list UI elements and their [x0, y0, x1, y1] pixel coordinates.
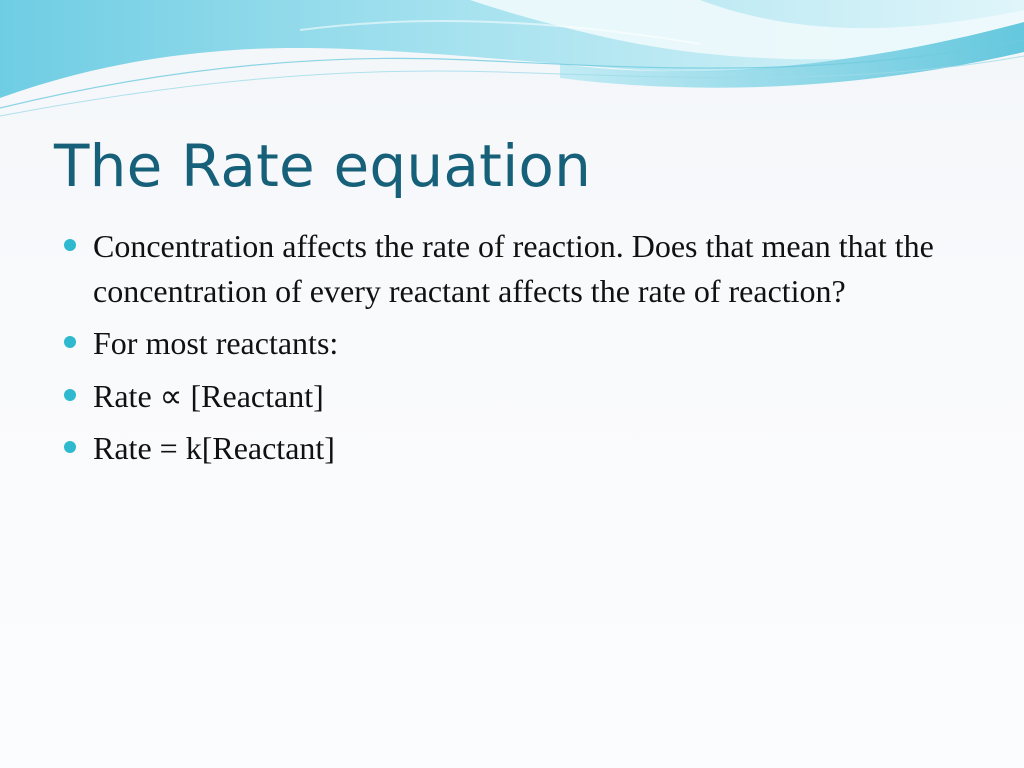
bullet-item	[62, 321, 942, 366]
bullet-dot-icon	[64, 441, 76, 453]
bullet-text: For most reactants:	[93, 325, 339, 361]
slide-title: The Rate equation	[54, 132, 592, 200]
bullet-text: Concentration affects the rate of reaction. Does that mean that the concentration of every reactant affects the rate of reaction?	[93, 228, 934, 309]
bullet-dot-icon	[64, 336, 76, 348]
bullet-list	[62, 224, 942, 479]
bullet-item	[62, 374, 942, 419]
header-wave-decoration	[0, 0, 1024, 130]
bullet-item	[62, 426, 942, 471]
bullet-text: Rate = k[Reactant]	[93, 430, 335, 466]
bullet-dot-icon	[64, 239, 76, 251]
bullet-text: Rate ∝ [Reactant]	[93, 377, 324, 414]
bullet-dot-icon	[64, 389, 76, 401]
bullet-item	[62, 224, 942, 313]
